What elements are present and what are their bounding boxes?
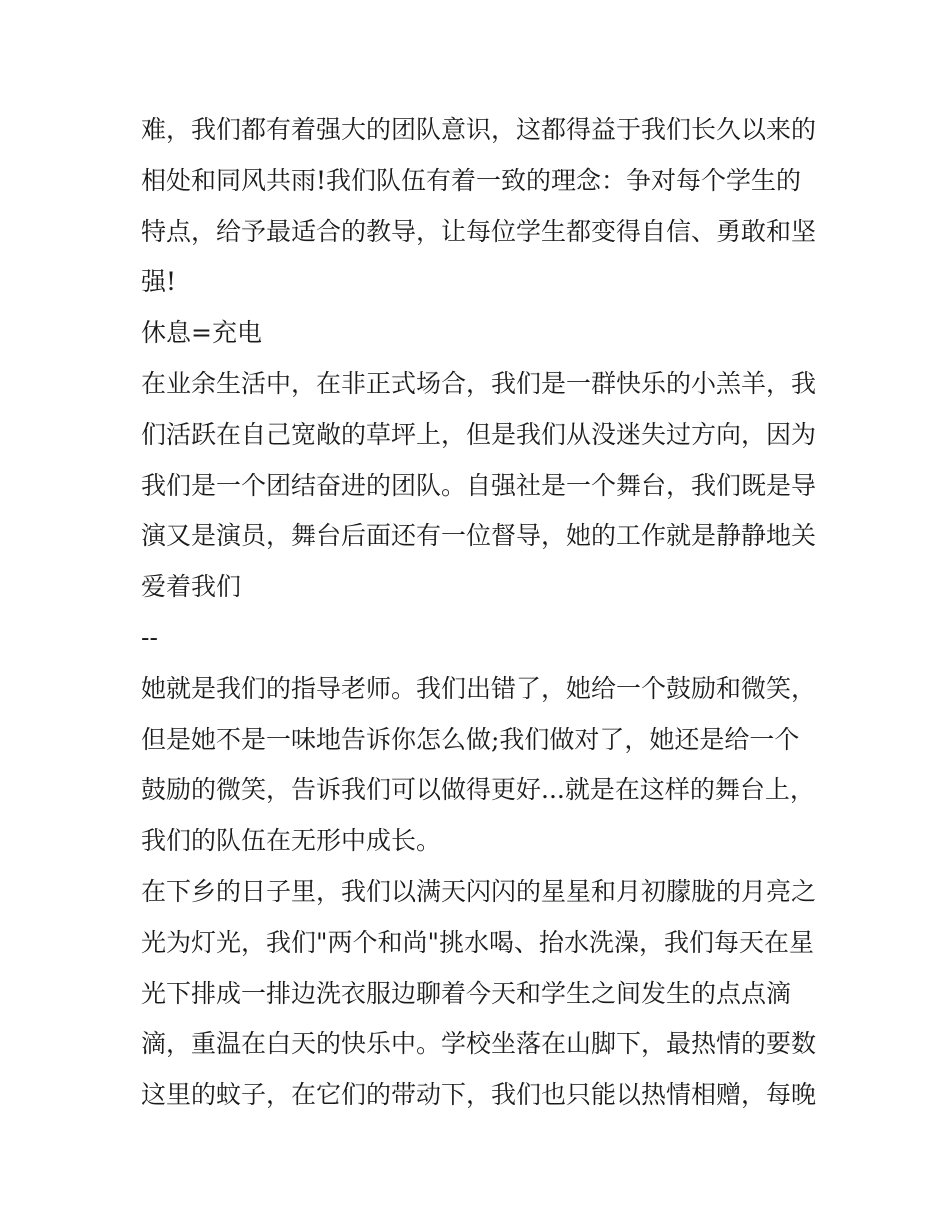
paragraph-team-spirit xyxy=(141,105,821,308)
paragraph-countryside xyxy=(141,867,821,1121)
text-line: 她就是我们的指导老师。我们出错了，她给一个鼓励和微笑， xyxy=(141,673,817,703)
text-line: 我们是一个团结奋进的团队。自强社是一个舞台，我们既是导 xyxy=(141,470,817,500)
text-line: 滴，重温在白天的快乐中。学校坐落在山脚下，最热情的要数 xyxy=(141,1029,817,1059)
text-line: 在下乡的日子里，我们以满天闪闪的星星和月初朦胧的月亮之 xyxy=(141,876,817,906)
text-line: 光为灯光，我们"两个和尚"挑水喝、抬水洗澡，我们每天在星 xyxy=(141,927,815,957)
text-line: 演又是演员，舞台后面还有一位督导，她的工作就是静静地关 xyxy=(141,521,817,551)
document-body xyxy=(141,105,821,1121)
text-line: 光下排成一排边洗衣服边聊着今天和学生之间发生的点点滴 xyxy=(141,978,792,1008)
separator-dashes xyxy=(141,613,821,664)
text-line: 休息=充电 xyxy=(141,318,262,348)
paragraph-leisure xyxy=(141,359,821,613)
text-line: 相处和同风共雨!我们队伍有着一致的理念：争对每个学生的 xyxy=(141,165,802,195)
text-line: 爱着我们 xyxy=(141,572,242,602)
text-line: 鼓励的微笑，告诉我们可以做得更好...就是在这样的舞台上， xyxy=(141,775,815,805)
section-heading-rest xyxy=(141,308,821,359)
text-line: 这里的蚊子，在它们的带动下，我们也只能以热情相赠，每晚 xyxy=(141,1080,817,1110)
text-line: 强! xyxy=(141,267,177,297)
text-line: 但是她不是一味地告诉你怎么做;我们做对了，她还是给一个 xyxy=(141,724,800,754)
text-line: 在业余生活中，在非正式场合，我们是一群快乐的小羔羊，我 xyxy=(141,368,817,398)
text-line: 难，我们都有着强大的团队意识，这都得益于我们长久以来的 xyxy=(141,115,817,144)
text-line: 们活跃在自己宽敞的草坪上，但是我们从没迷失过方向，因为 xyxy=(141,419,817,449)
text-line: 特点，给予最适合的教导，让每位学生都变得自信、勇敢和坚 xyxy=(141,216,817,246)
paragraph-teacher xyxy=(141,664,821,867)
text-line: 我们的队伍在无形中成长。 xyxy=(141,826,442,856)
text-line: -- xyxy=(141,622,158,652)
